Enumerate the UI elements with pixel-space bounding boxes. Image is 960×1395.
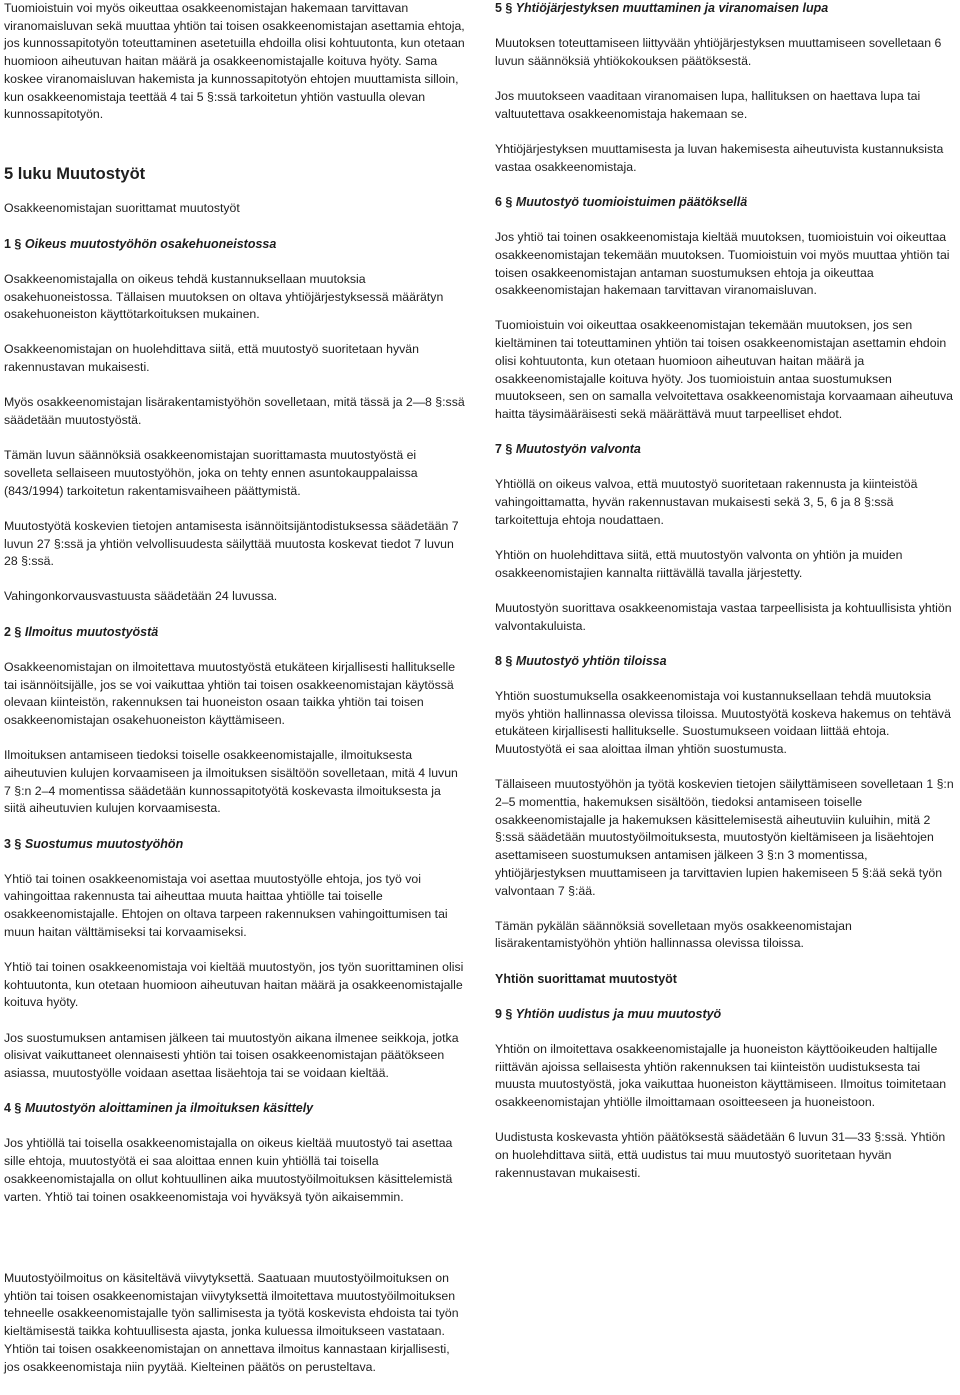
paragraph: Yhtiön on ilmoitettava osakkeenomistajalle ja huoneiston käyttöoikeuden haltijalle riittävän ajoissa sellaisesta yhtiön rakennuksen tai kiinteistön uudistuksesta tai muusta muutostyöstä, joka vaikuttaa huoneiston käyttämiseen. Ilmoitus toimitetaan osakkeenomistajan yhtiölle ilmoittamaan osoitteeseen ja huoneistoon. bbox=[495, 1042, 947, 1110]
section-heading: 8 § Muutostyö yhtiön tiloissa bbox=[495, 653, 667, 668]
paragraph: Yhtiö tai toinen osakkeenomistaja voi asettaa muutostyölle ehtoja, jos työ voi vahingoittaa rakennusta tai aiheuttaa muuta haittaa yhtiölle tai toiselle osakkeenomistajalle. Ehtojen on oltava tarpeen rakennuksen vahingoittumisen tai muun haitan välttämiseksi tai korvaamiseksi. bbox=[4, 871, 448, 939]
paragraph: Tällaiseen muutostyöhön ja työtä koskevien tietojen säilyttämiseen sovelletaan 1 §:n 2–5 momenttia, hakemuksen sisältöön, tiedoksi antamiseen toiselle osakkeenomistajalle ja hakemuksen käsittelemisestä aiheutuviin kuluihin, mitä 2 §:ssä säädetään muutostyöilmoituksesta, muutostyön kieltämiseen ja lisäehtojen asettamiseen suostumuksen antamisen jälkeen 3 §:n 3 momentissa, yhtiöjärjestyksen muuttamiseen ja tarvittavien lupien hakemiseen 5 §:ää sekä työn valvontaan 7 §:ää. bbox=[495, 777, 954, 898]
paragraph: Muutostyötä koskevien tietojen antamisesta isännöitsijäntodistuksessa säädetään 7 luvun 27 §:ssä ja yhtiön velvollisuudesta säilyttää muutosta koskevat tiedot 7 luvun 28 §:ssä. bbox=[4, 518, 459, 569]
section-6 bbox=[495, 194, 955, 424]
paragraph: Muutostyöilmoitus on käsiteltävä viivytyksettä. Saatuaan muutostyöilmoituksen on yhtiön tai toisen osakkeenomistajan viivytyksettä ilmoitettava muutostyöilmoituksen tehneelle osakkeenomistajalle työn sallimisesta ja työtä koskevista ehdoista tai työn kieltämisestä taikka kohtuullisesta ajasta, jonka kuluessa ilmoitukseen vastataan. Yhtiön tai toisen osakkeenomistajan on annettava ilmoitus kannastaan kirjallisesti, jos osakkeenomistaja niin pyytää. Kielteinen päätös on perusteltava. bbox=[4, 1271, 459, 1374]
section-1 bbox=[4, 236, 466, 607]
section-8 bbox=[495, 653, 955, 953]
paragraph: Uudistusta koskevasta yhtiön päätöksestä säädetään 6 luvun 31—33 §:ssä. Yhtiön on huolehdittava siitä, että uudistus tai muu muutostyö suoritetaan hyvän rakennustavan mukaisesti. bbox=[495, 1130, 946, 1180]
paragraph: Yhtiön suostumuksella osakkeenomistaja voi kustannuksellaan tehdä muutoksia myös yhtiön hallinnassa olevissa tiloissa. Muutostyötä koskeva hakemus on tehtävä etukäteen kirjallisesti hallitukselle. Suostumukseen voidaan liittää ehtoja. Muutostyötä ei saa aloittaa ilman yhtiön suostumusta. bbox=[495, 688, 951, 757]
paragraph: Tämän luvun säännöksiä osakkeenomistajan suorittamasta muutostyöstä ei sovelleta sellaiseen muutostyöhön, joka on tehty ennen asuntokauppalaissa (843/1994) tarkoitetun rakentamisvaiheen päättymistä. bbox=[4, 448, 418, 498]
left-column bbox=[4, 0, 466, 1224]
paragraph: Ilmoituksen antamiseen tiedoksi toiselle osakkeenomistajalle, ilmoituksesta aiheutuvien kulujen korvaamiseen ja ilmoituksen sisältöön sovelletaan, mitä 4 luvun 7 §:n 2–4 momentissa säädetään kunnossapitotyötä koskevasta ilmoituksesta ja siitä aiheutuvien kulujen korvaamisesta. bbox=[4, 748, 458, 816]
paragraph: Tämän pykälän säännöksiä sovelletaan myös osakkeenomistajan lisärakentamistyöhön yhtiön hallinnassa olevissa tiloissa. bbox=[495, 918, 852, 951]
section-7 bbox=[495, 441, 955, 635]
paragraph: Jos muutokseen vaaditaan viranomaisen lupa, hallituksen on haettava lupa tai valtuutettava osakkeenomistaja hakemaan se. bbox=[495, 89, 921, 121]
paragraph: Jos yhtiöllä tai toisella osakkeenomistajalla on oikeus kieltää muutostyö tai asettaa sille ehtoja, muutostyötä ei saa aloittaa ennen kuin yhtiöllä tai toisella osakkeenomistajalla on ollut kohtuullinen aika muutostyöilmoituksen käsittelemistä varten. Yhtiö tai toinen osakkeenomistaja voi hyväksyä työn aikaisemmin. bbox=[4, 1136, 453, 1204]
paragraph: Osakkeenomistajan on huolehdittava siitä, että muutostyö suoritetaan hyvän rakennustavan mukaisesti. bbox=[4, 342, 419, 375]
section-heading: 1 § Oikeus muutostyöhön osakehuoneistossa bbox=[4, 236, 277, 251]
section-9 bbox=[495, 1006, 955, 1183]
section-heading: 2 § Ilmoitus muutostyöstä bbox=[4, 624, 159, 639]
subchapter-title: Yhtiön suorittamat muutostyöt bbox=[495, 971, 677, 986]
right-column bbox=[495, 0, 955, 1200]
chapter-title: 5 luku Muutostyöt bbox=[4, 164, 146, 183]
paragraph: Yhtiöjärjestyksen muuttamisesta ja luvan hakemisesta aiheutuvista kustannuksista vastaa osakkeenomistaja. bbox=[495, 142, 944, 174]
paragraph: Myös osakkeenomistajan lisärakentamistyöhön sovelletaan, mitä tässä ja 2—8 §:ssä säädetään muutostyöstä. bbox=[4, 395, 465, 428]
section-heading: 3 § Suostumus muutostyöhön bbox=[4, 836, 184, 851]
section-2 bbox=[4, 624, 466, 818]
section-5 bbox=[495, 0, 955, 176]
section-heading: 4 § Muutostyön aloittaminen ja ilmoituksen käsittely bbox=[4, 1101, 314, 1116]
paragraph: Vahingonkorvausvastuusta säädetään 24 luvussa. bbox=[4, 589, 278, 604]
paragraph: Jos yhtiö tai toinen osakkeenomistaja kieltää muutoksen, tuomioistuin voi oikeuttaa osakkeenomistajan tekemään muutoksen. Tuomioistuin voi myös muuttaa yhtiön tai toisen osakkeenomistajan antaman suostumuksen ehtoja ja oikeuttaa osakkeenomistajan hakemaan tarvittavan viranomaisluvan. bbox=[495, 230, 950, 298]
section-4 bbox=[4, 1100, 466, 1206]
paragraph: Jos suostumuksen antamisen jälkeen tai muutostyön aikana ilmenee seikkoja, jotka olisivat vaikuttaneet olennaisesti yhtiön tai toisen osakkeenomistajan päätökseen asiassa, muutostyölle voidaan asettaa lisäehtoja tai se voidaan kieltää. bbox=[4, 1030, 459, 1081]
bottom-paragraph-block bbox=[4, 1270, 466, 1376]
chapter-subtitle: Osakkeenomistajan suorittamat muutostyöt bbox=[4, 200, 240, 215]
paragraph: Osakkeenomistajan on ilmoitettava muutostyöstä etukäteen kirjallisesti hallitukselle tai isännöitsijälle, jos se voi vaikuttaa yhtiön tai toisen osakkeenomistajan käytössä olevaan kiinteistön, rakennuksen tai huoneiston osaan taikka yhtiön tai toisen osakkeenomistajan osakehuoneiston käyttämiseen. bbox=[4, 659, 456, 727]
section-heading: 6 § Muutostyö tuomioistuimen päätöksellä bbox=[495, 194, 748, 209]
paragraph: Yhtiöllä on oikeus valvoa, että muutostyö suoritetaan rakennusta ja kiinteistöä vahingoittamatta, hyvän rakennustavan mukaisesti sekä 3, 5, 6 ja 8 §:ssä tarkoitettuja ehtoja noudattaen. bbox=[495, 477, 918, 527]
paragraph: Yhtiön on huolehdittava siitä, että muutostyön valvonta on yhtiön ja muiden osakkeenomistajien kannalta riittävällä tavalla järjestetty. bbox=[495, 547, 903, 580]
intro-paragraph: Tuomioistuin voi myös oikeuttaa osakkeenomistajan hakemaan tarvittavan viranomaisluvan sekä muuttaa yhtiön tai toisen osakkeenomistajan asettamia ehtoja, jos kunnossapitotyön toteuttaminen asetetuilla ehdoilla olisi kohtuutonta, kun otetaan huomioon aiheutuvan haitan määrä ja osakkeenomistajalle koituva hyöty. Sama koskee viranomaisluvan hakemista ja kunnossapitotyön ehtojen muuttamista silloin, kun osakkeenomistaja teettää 4 tai 5 §:ssä tarkoitetun yhtiön vastuulla olevan kunnossapitotyön. bbox=[4, 1, 465, 122]
paragraph: Tuomioistuin voi oikeuttaa osakkeenomistajan tekemään muutoksen, jos sen kieltäminen tai toteuttaminen yhtiön tai toisen osakkeenomistajan asettamin ehdoin olisi kohtuutonta, kun otetaan huomioon aiheutuvan haitan määrä ja osakkeenomistajalle koituva hyöty. Jos tuomioistuin antaa suostumuksen muutokseen, sen on samalla velvoitettava osakkeenomistaja korvaamaan aiheutuva haitta täysimääräisesti sekä määrättävä muut tarpeelliset ehdot. bbox=[495, 318, 953, 421]
paragraph: Osakkeenomistajalla on oikeus tehdä kustannuksellaan muutoksia osakehuoneistossa. Tällaisen muutoksen on oltava yhtiöjärjestyksessä määrätyn osakehuoneiston käyttötarkoituksen mukainen. bbox=[4, 271, 444, 322]
paragraph: Muutostyön suorittava osakkeenomistaja vastaa tarpeellisista ja kohtuullisista yhtiön valvontakuluista. bbox=[495, 600, 952, 633]
paragraph: Muutoksen toteuttamiseen liittyvään yhtiöjärjestyksen muuttamiseen sovelletaan 6 luvun säännöksiä yhtiökokouksen päätöksestä. bbox=[495, 36, 942, 68]
paragraph: Yhtiö tai toinen osakkeenomistaja voi kieltää muutostyön, jos työn suorittaminen olisi kohtuutonta, kun otetaan huomioon aiheutuvan haitan määrä ja osakkeenomistajalle koituva hyöty. bbox=[4, 960, 464, 1010]
section-3 bbox=[4, 836, 466, 1083]
section-heading: 9 § Yhtiön uudistus ja muu muutostyö bbox=[495, 1006, 722, 1021]
section-heading: 7 § Muutostyön valvonta bbox=[495, 442, 641, 457]
section-heading: 5 § Yhtiöjärjestyksen muuttaminen ja viranomaisen lupa bbox=[495, 1, 829, 15]
